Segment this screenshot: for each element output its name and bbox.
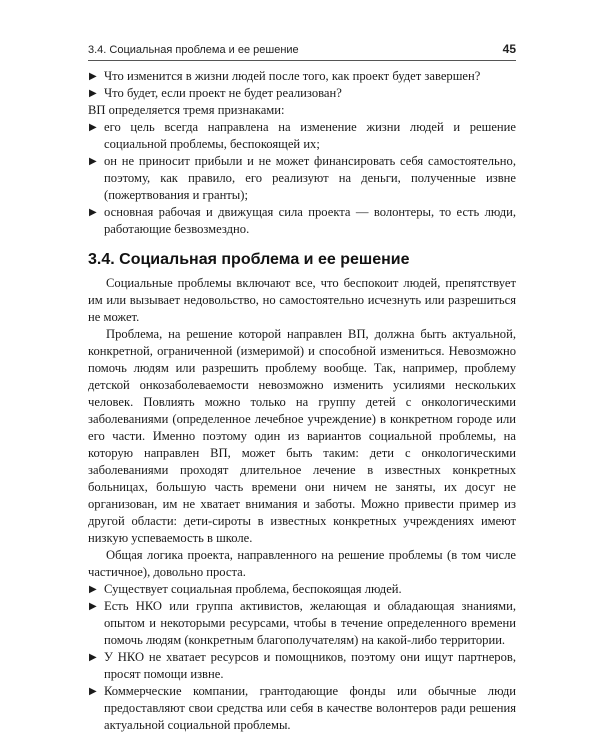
section-heading: 3.4. Социальная проблема и ее решение [88, 251, 410, 268]
list-item: ▶ Коммерческие компании, грантодающие фонды или обычные люди предоставляют свои средства или себя в качестве волонтеров ради решения актуальной социальной проблемы. [89, 684, 516, 732]
intro-question-list [88, 68, 516, 102]
logic-steps-list [88, 581, 516, 734]
list-item: ▶ Что будет, если проект не будет реализован? [89, 86, 342, 100]
running-title: 3.4. Социальная проблема и ее решение [88, 44, 299, 56]
page-number: 45 [502, 42, 516, 56]
triangle-bullet-icon: ▶ [89, 686, 97, 697]
header-rule [88, 60, 516, 61]
triangle-bullet-icon: ▶ [89, 584, 97, 595]
triangle-bullet-icon: ▶ [89, 207, 97, 218]
triangle-bullet-icon: ▶ [89, 156, 97, 167]
triangle-bullet-icon: ▶ [89, 71, 97, 82]
running-head [88, 42, 516, 56]
paragraph: Проблема, на решение которой направлен ВП, должна быть актуальной, конкретной, ограниченной (измеримой) и способной измениться. Невозможно помочь людям или разрешить проблему вообще. Так, например, проблему детской онкозаболеваемости невозможно изменить усилиями нескольких человек. Повлиять можно только на группу детей с онкологическими заболеваниями (определенное лечебное учреждение) в конкретном городе или его части. Именно поэтому один из вариантов социальной проблемы, на которую направлен ВП, может быть таким: дети с онкологическими заболеваниями проходят длительное лечение в известных конкретных больницах, большую часть времени они ничем не заняты, их досуг не организован, им не хватает внимания и заботы. Можно привести пример из другой области: дети-сироты в известных конкретных учреждениях имеют низкую успеваемость в школе. [88, 327, 516, 545]
triangle-bullet-icon: ▶ [89, 601, 97, 612]
triangle-bullet-icon: ▶ [89, 652, 97, 663]
vp-signs-list [88, 119, 516, 238]
list-item: ▶ Есть НКО или группа активистов, желающая и обладающая знаниями, опытом и некоторыми ресурсами, чтобы в течение определенного времени помочь людям (конкретным благополучателям) на какой-либо территории. [89, 599, 516, 647]
list-item: ▶ его цель всегда направлена на изменение жизни людей и решение социальной проблемы, беспокоящей их; [89, 120, 516, 151]
triangle-bullet-icon: ▶ [89, 88, 97, 99]
list-item: ▶ Что изменится в жизни людей после того, как проект будет завершен? [89, 69, 481, 83]
page-body [88, 68, 516, 734]
paragraph: Общая логика проекта, направленного на решение проблемы (в том числе частичное), довольно проста. [88, 548, 516, 579]
triangle-bullet-icon: ▶ [89, 122, 97, 133]
paragraph: Социальные проблемы включают все, что беспокоит людей, препятствует им или вызывает недовольство, но самостоятельно исчезнуть или разрешиться не может. [88, 276, 516, 324]
list-item: ▶ основная рабочая и движущая сила проекта — волонтеры, то есть люди, работающие безвозмездно. [89, 205, 516, 236]
list-item: ▶ он не приносит прибыли и не может финансировать себя самостоятельно, поэтому, как правило, его реализуют на деньги, полученные извне (пожертвования и гранты); [89, 154, 516, 202]
list-item: ▶ У НКО не хватает ресурсов и помощников, поэтому они ищут партнеров, просят помощи извне. [89, 650, 516, 681]
vp-definition: ВП определяется тремя признаками: [88, 103, 285, 117]
list-item: ▶ Существует социальная проблема, беспокоящая людей. [89, 582, 402, 596]
